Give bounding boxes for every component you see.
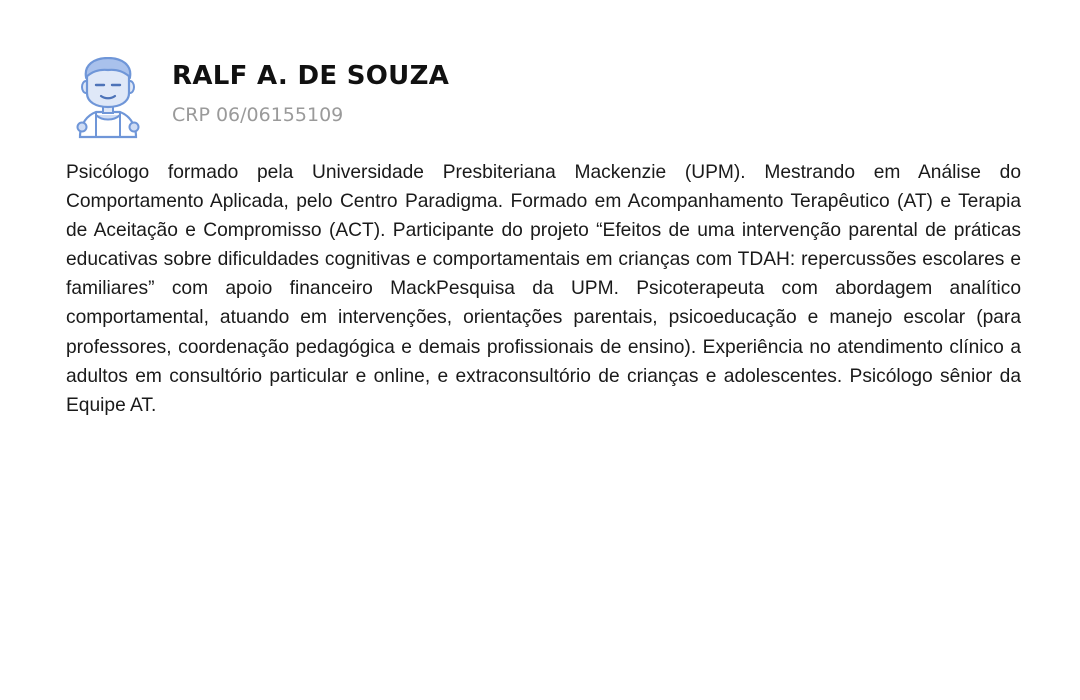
profile-bio: Psicólogo formado pela Universidade Presbiteriana Mackenzie (UPM). Mestrando em Análise do Comportamento Aplicada, pelo Centro Paradigma. Formado em Acompanhamento Terapêutico (AT) e Terapia de Aceitação e Compromisso (ACT). Participante do projeto “Efeitos de uma intervenção parental de práticas educativas sobre dificuldades cognitivas e comportamentais em crianças com TDAH: repercussões escolares e familiares” com apoio financeiro MackPesquisa da UPM. Psicoterapeuta com abordagem analítico comportamental, atuando em intervenções, orientações parentais, psicoeducação e manejo escolar (para professores, coordenação pedagógica e demais profissionais de ensino). Experiência no atendimento clínico a adultos em consultório particular e online, e extraconsultório de crianças e adolescentes. Psicólogo sênior da Equipe AT. <box>66 162 1021 416</box>
profile-registration: CRP 06/06155109 <box>172 104 344 126</box>
person-avatar-icon <box>74 57 142 139</box>
profile-name: RALF A. DE SOUZA <box>172 61 450 91</box>
